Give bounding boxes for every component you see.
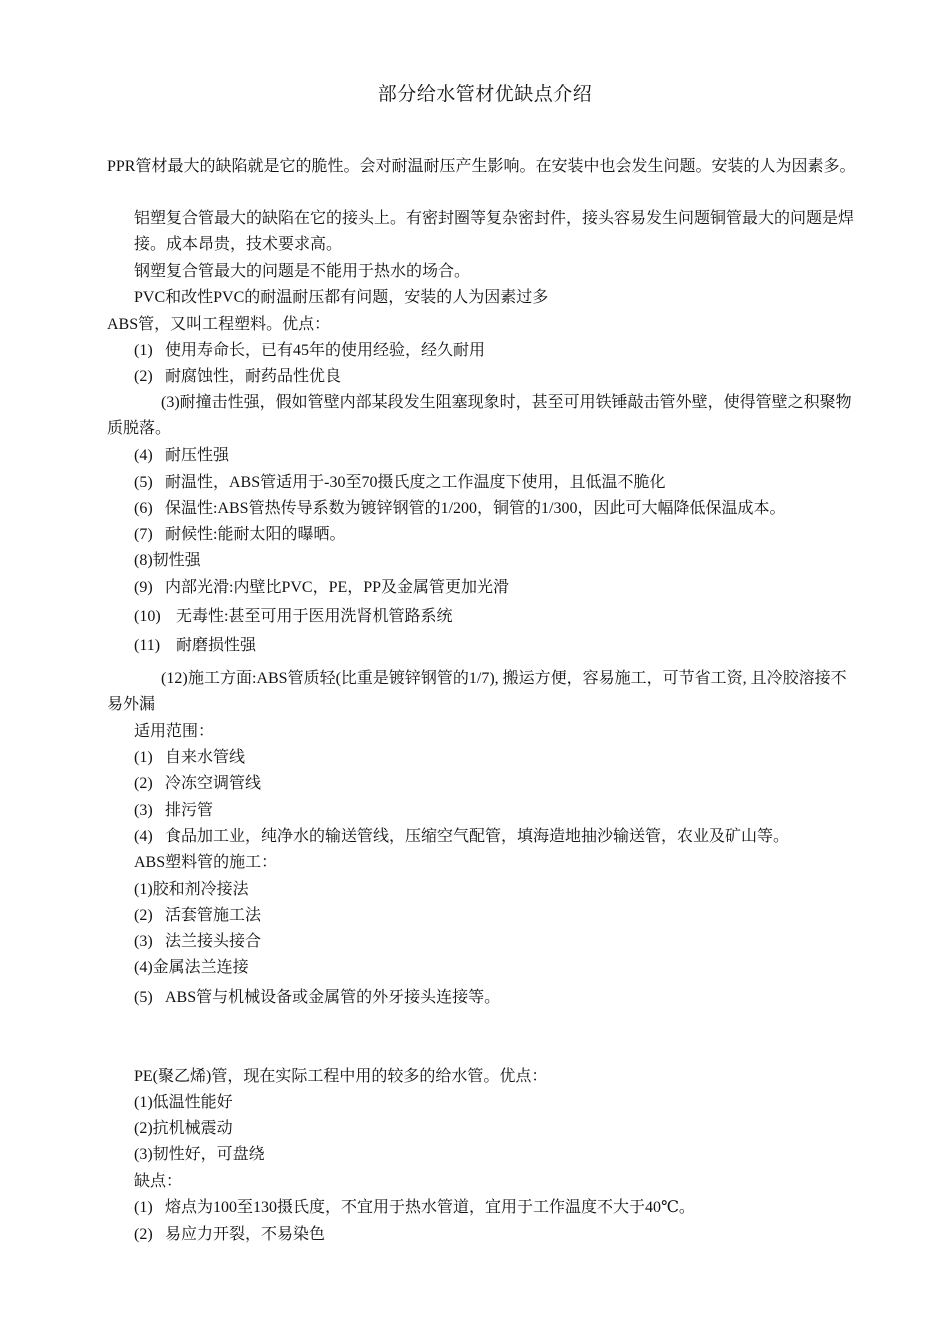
list-text: 内部光滑:内壁比PVC，PE，PP及金属管更加光滑: [165, 579, 510, 596]
list-number: (9): [134, 579, 153, 596]
list-text: 保温性:ABS管热传导系数为镀锌钢管的1/200，铜管的1/300，因此可大幅降低保温成本。: [165, 500, 786, 517]
list-text: 耐磨损性强: [176, 637, 257, 654]
list-number: (1): [134, 342, 153, 359]
list-number: (1): [134, 881, 153, 898]
list-number: (3): [134, 933, 153, 950]
list-text: 胶和剂冷接法: [152, 881, 249, 898]
disadvantages-heading: 缺点：: [134, 1173, 183, 1190]
abs-heading: ABS管，又叫工程塑料。优点：: [107, 316, 331, 333]
paragraph-steel-plastic: 钢塑复合管最大的问题是不能用于热水的场合。: [134, 263, 471, 280]
list-item: [134, 906, 261, 926]
list-text: 耐腐蚀性，耐药品性优良: [165, 368, 342, 385]
list-item: [107, 666, 862, 718]
document-title: 部分给水管材优缺点介绍: [377, 84, 593, 105]
list-item: [134, 607, 452, 627]
list-text: 易应力开裂，不易染色: [165, 1226, 326, 1243]
list-item: [134, 525, 345, 545]
list-item: [134, 880, 249, 900]
paragraph-pvc: PVC和改性PVC的耐温耐压都有问题，安装的人为因素过多: [134, 289, 549, 306]
list-number: (5): [134, 474, 153, 491]
list-item: [134, 1093, 233, 1113]
list-number: (7): [134, 526, 153, 543]
list-item: [134, 1225, 325, 1245]
list-text: 使用寿命长，已有45年的使用经验，经久耐用: [165, 342, 486, 359]
list-text: 熔点为100至130摄氏度，不宜用于热水管道，宜用于工作温度不大于40℃。: [165, 1199, 695, 1216]
list-text: 法兰接头接合: [165, 933, 262, 950]
list-text: 耐压性强: [165, 447, 230, 464]
list-item: [134, 1145, 265, 1165]
list-number: (4): [134, 828, 153, 845]
list-text: 施工方面:ABS管质轻(比重是镀锌钢管的1/7), 搬运方便，容易施工，可节省工资, 且冷胶溶接不易外漏: [107, 670, 847, 713]
list-number: (2): [134, 1226, 153, 1243]
list-text: 耐候性:能耐太阳的曝晒。: [165, 526, 346, 543]
list-text: 耐温性，ABS管适用于-30至70摄氏度之工作温度下使用，且低温不脆化: [165, 474, 666, 491]
list-number: (3): [161, 394, 180, 411]
list-item: [134, 367, 341, 387]
pe-heading: PE(聚乙烯)管，现在实际工程中用的较多的给水管。优点：: [134, 1068, 548, 1085]
list-item: [134, 801, 213, 821]
list-number: (3): [134, 1146, 153, 1163]
list-number: (5): [134, 989, 153, 1006]
list-number: (2): [134, 1120, 153, 1137]
list-item: [134, 551, 201, 571]
list-item: [134, 578, 509, 598]
list-text: 自来水管线: [165, 749, 246, 766]
list-item: [134, 1198, 695, 1218]
list-item: [134, 932, 261, 952]
list-number: (1): [134, 749, 153, 766]
list-item: [107, 390, 862, 442]
list-item: [134, 473, 665, 493]
list-item: [134, 499, 785, 519]
list-text: 金属法兰连接: [152, 959, 249, 976]
list-text: ABS管与机械设备或金属管的外牙接头连接等。: [165, 989, 501, 1006]
paragraph-ppr: PPR管材最大的缺陷就是它的脆性。会对耐温耐压产生影响。在安装中也会发生问题。安装的人为因素多。: [107, 158, 856, 175]
list-number: (11): [134, 637, 161, 654]
list-text: 耐撞击性强，假如管壁内部某段发生阻塞现象时，甚至可用铁锤敲击管外壁，使得管壁之积聚物质脱落。: [107, 394, 852, 437]
list-number: (8): [134, 552, 153, 569]
list-item: [134, 1119, 233, 1139]
list-text: 冷冻空调管线: [165, 775, 262, 792]
list-number: (4): [134, 959, 153, 976]
list-item: [134, 988, 500, 1008]
list-text: 食品加工业，纯净水的输送管线，压缩空气配管，填海造地抽沙输送管，农业及矿山等。: [165, 828, 790, 845]
list-text: 活套管施工法: [165, 907, 262, 924]
list-number: (2): [134, 775, 153, 792]
list-number: (1): [134, 1094, 153, 1111]
list-item: [134, 636, 256, 656]
list-number: (2): [134, 907, 153, 924]
list-item: [134, 958, 249, 978]
list-text: 韧性强: [152, 552, 201, 569]
list-number: (4): [134, 447, 153, 464]
list-item: [134, 774, 261, 794]
list-text: 抗机械震动: [152, 1120, 233, 1137]
list-number: (10): [134, 608, 161, 625]
list-text: 无毒性:甚至可用于医用洗肾机管路系统: [176, 608, 453, 625]
list-number: (12): [161, 670, 188, 687]
list-item: [134, 748, 245, 768]
list-item: [134, 827, 789, 847]
scope-heading: 适用范围：: [134, 723, 215, 740]
list-number: (3): [134, 802, 153, 819]
list-text: 排污管: [165, 802, 214, 819]
list-number: (2): [134, 368, 153, 385]
list-item: [134, 446, 229, 466]
list-item: [134, 341, 485, 361]
list-number: (6): [134, 500, 153, 517]
paragraph-al-plastic: 铝塑复合管最大的缺陷在它的接头上。有密封圈等复杂密封件，接头容易发生问题铜管最大的问题是焊接。成本昂贵，技术要求高。: [134, 210, 855, 253]
construction-heading: ABS塑料管的施工：: [134, 854, 278, 871]
list-text: 低温性能好: [152, 1094, 233, 1111]
list-number: (1): [134, 1199, 153, 1216]
list-text: 韧性好，可盘绕: [152, 1146, 265, 1163]
